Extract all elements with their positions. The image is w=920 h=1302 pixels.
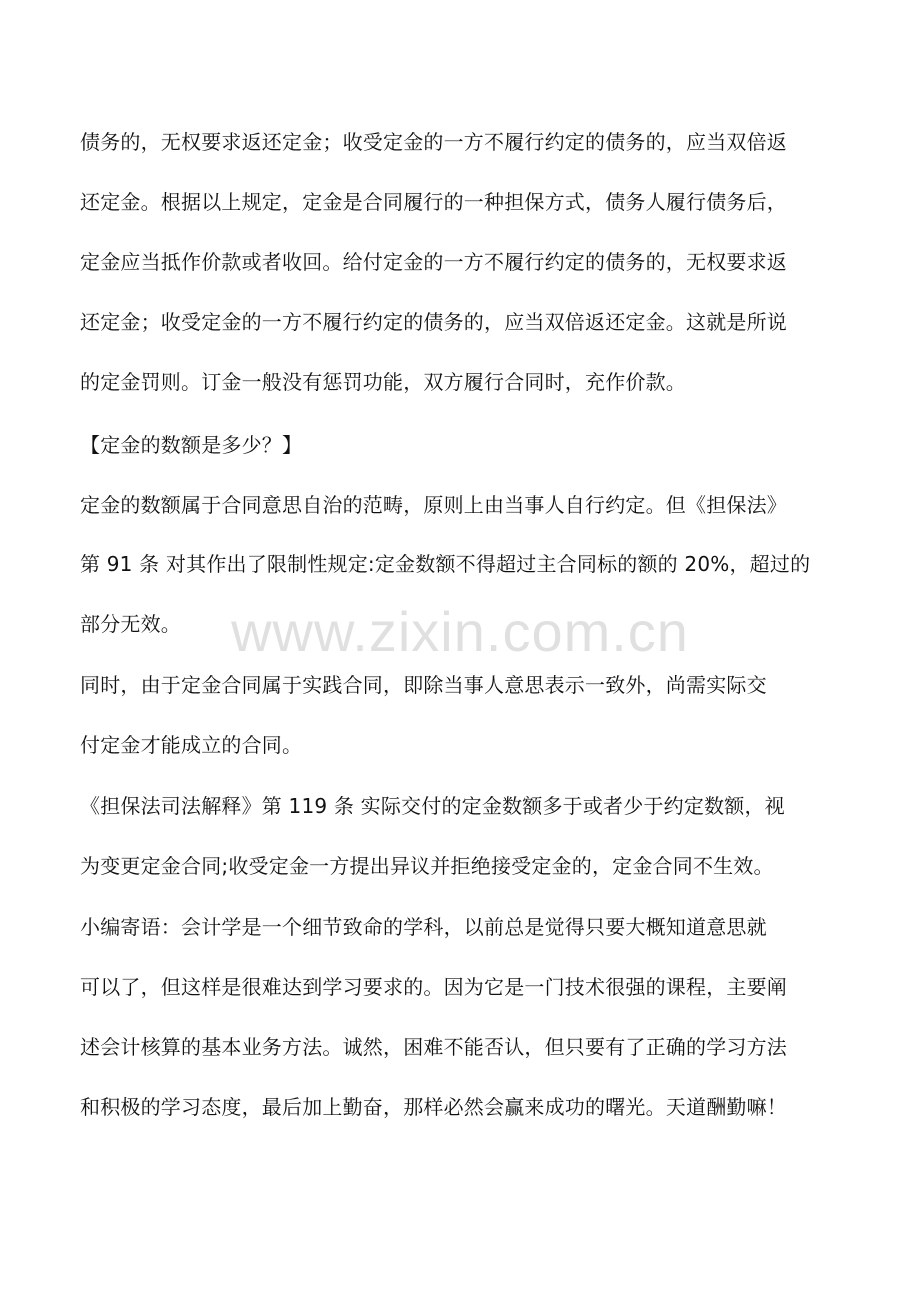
text-line-16: 述会计核算的基本业务方法。诚然，困难不能否认，但只要有了正确的学习方法 bbox=[80, 1035, 787, 1059]
section-heading: 【定金的数额是多少？】 bbox=[80, 433, 303, 457]
text-line-15: 可以了，但这样是很难达到学习要求的。因为它是一门技术很强的课程，主要阐 bbox=[80, 975, 787, 999]
watermark-text: www.zixin.com.cn bbox=[231, 600, 689, 663]
text-line-9: 部分无效。 bbox=[80, 612, 181, 636]
text-line-10: 同时，由于定金合同属于实践合同，即除当事人意思表示一致外，尚需实际交 bbox=[80, 673, 767, 697]
text-line-1: 债务的，无权要求返还定金；收受定金的一方不履行约定的债务的，应当双倍返 bbox=[80, 130, 787, 154]
text-line-11: 付定金才能成立的合同。 bbox=[80, 733, 303, 757]
text-line-3: 定金应当抵作价款或者收回。给付定金的一方不履行约定的债务的，无权要求返 bbox=[80, 250, 787, 274]
text-line-17: 和积极的学习态度，最后加上勤奋，那样必然会赢来成功的曙光。天道酬勤嘛！ bbox=[80, 1095, 787, 1119]
text-line-5: 的定金罚则。订金一般没有惩罚功能，双方履行合同时，充作价款。 bbox=[80, 370, 686, 394]
text-line-13: 为变更定金合同;收受定金一方提出异议并拒绝接受定金的，定金合同不生效。 bbox=[80, 854, 774, 878]
text-line-2: 还定金。根据以上规定，定金是合同履行的一种担保方式，债务人履行债务后， bbox=[80, 190, 787, 214]
text-line-7: 定金的数额属于合同意思自治的范畴，原则上由当事人自行约定。但《担保法》 bbox=[80, 493, 787, 517]
text-line-4: 还定金；收受定金的一方不履行约定的债务的，应当双倍返还定金。这就是所说 bbox=[80, 310, 787, 334]
text-line-8: 第 91 条 对其作出了限制性规定:定金数额不得超过主合同标的额的 20%，超过的 bbox=[80, 552, 811, 576]
text-line-14: 小编寄语：会计学是一个细节致命的学科，以前总是觉得只要大概知道意思就 bbox=[80, 915, 767, 939]
text-line-12: 《担保法司法解释》第 119 条 实际交付的定金数额多于或者少于约定数额，视 bbox=[80, 794, 785, 818]
